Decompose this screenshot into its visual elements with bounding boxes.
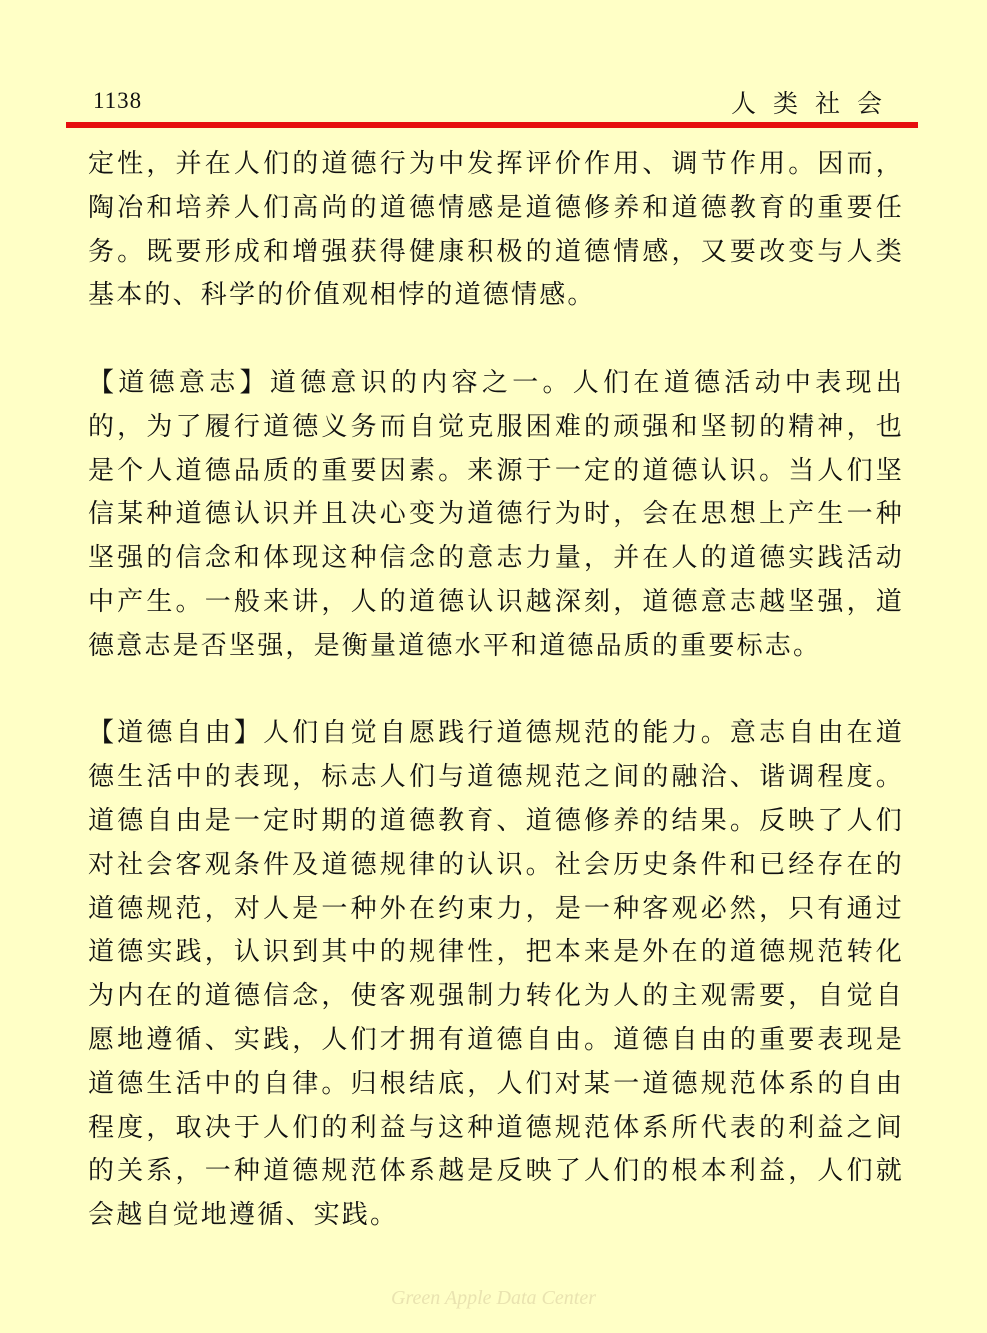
running-title: 人类社会: [730, 89, 899, 118]
entry-definition: 道德意识的内容之一。人们在道德活动中表现出的，为了履行道德义务而自觉克服困难的顽强和坚韧的精神，也是个人道德品质的重要因素。来源于一定的道德认识。当人们坚信某种道德认识并且决心变为道德行为时，会在思想上产生一种坚强的信念和体现这种信念的意志力量，并在人的道德实践活动中产生。一般来讲，人的道德认识越深刻，道德意志越坚强，道德意志是否坚强，是衡量道德水平和道德品质的重要标志。: [88, 367, 905, 661]
page-number: 1138: [93, 88, 143, 113]
entry-moral-freedom: [88, 712, 904, 1238]
entry-term: 【道德自由】: [88, 718, 264, 749]
paragraph-continuation: [88, 143, 904, 318]
page-body: [88, 143, 904, 1238]
entry-moral-will: [88, 362, 904, 669]
entry-term: 【道德意志】: [88, 367, 270, 398]
watermark: Green Apple Data Center: [391, 1287, 596, 1309]
header-rule: [66, 122, 918, 128]
entry-definition: 人们自觉自愿践行道德规范的能力。意志自由在道德生活中的表现，标志人们与道德规范之间的融洽、谐调程度。道德自由是一定时期的道德教育、道德修养的结果。反映了人们对社会客观条件及道德规律的认识。社会历史条件和已经存在的道德规范，对人是一种外在约束力，是一种客观必然，只有通过道德实践，认识到其中的规律性，把本来是外在的道德规范转化为内在的道德信念，使客观强制力转化为人的主观需要，自觉自愿地遵循、实践，人们才拥有道德自由。道德自由的重要表现是道德生活中的自律。归根结底，人们对某一道德规范体系的自由程度，取决于人们的利益与这种道德规范体系所代表的利益之间的关系，一种道德规范体系越是反映了人们的根本利益，人们就会越自觉地遵循、实践。: [88, 718, 905, 1231]
paragraph-text: 定性，并在人们的道德行为中发挥评价作用、调节作用。因而，陶冶和培养人们高尚的道德情感是道德修养和道德教育的重要任务。既要形成和增强获得健康积极的道德情感，又要改变与人类基本的、科学的价值观相悖的道德情感。: [88, 149, 904, 311]
